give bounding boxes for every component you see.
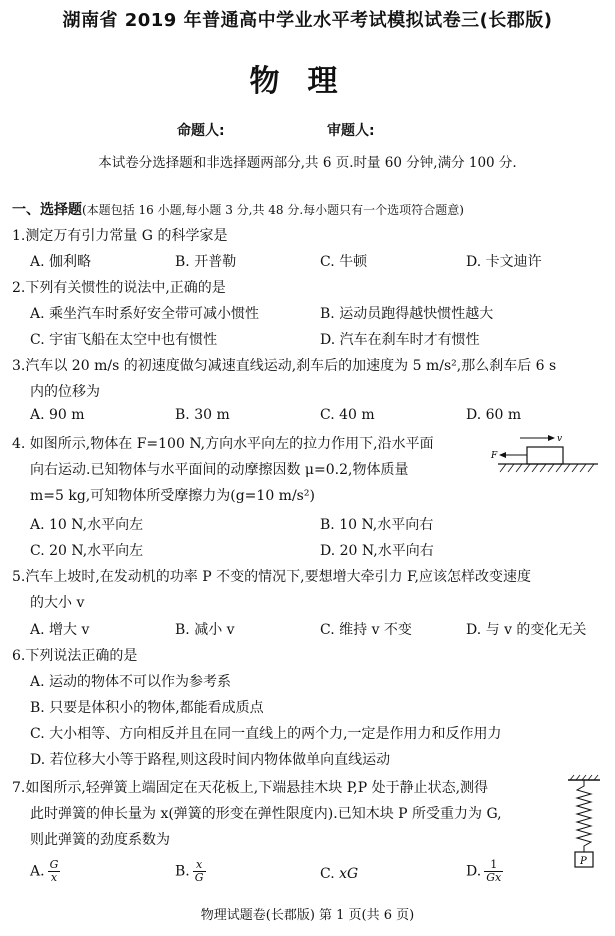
q3-option-a: A. 90 m (30, 407, 85, 423)
q7-option-a (30, 859, 60, 884)
q7-option-b (175, 859, 206, 884)
reviewer-label: 审题人: (327, 123, 375, 139)
section-label: 一、选择题 (12, 202, 82, 218)
exam-title: 湖南省 2019 年普通高中学业水平考试模拟试卷三(长郡版) (62, 10, 553, 31)
q5-option-c: C. 维持 v 不变 (320, 622, 412, 638)
question-2-stem: 2.下列有关惯性的说法中,正确的是 (12, 280, 226, 296)
q4-option-a: A. 10 N,水平向左 (30, 517, 144, 533)
question-4-stem-cont2: m=5 kg,可知物体所受摩擦力为(g=10 m/s²) (30, 488, 315, 504)
block-on-surface-figure (490, 430, 602, 482)
exam-intro: 本试卷分选择题和非选择题两部分,共 6 页.时量 60 分钟,满分 100 分. (98, 155, 517, 171)
question-3-stem: 3.汽车以 20 m/s 的初速度做匀减速直线运动,刹车后的加速度为 5 m/s²,那么刹车后 6 s (12, 358, 557, 374)
q7-option-a-fraction (48, 859, 61, 884)
q1-option-a: A. 伽利略 (30, 254, 92, 270)
q4-option-d: D. 20 N,水平向右 (320, 543, 434, 559)
q1-option-c: C. 牛顿 (320, 254, 368, 270)
q3-option-b: B. 30 m (175, 407, 230, 423)
spring-block-figure (566, 774, 602, 886)
section-heading (12, 199, 464, 219)
q7-option-b-den: G (194, 871, 204, 884)
question-3-stem-cont: 内的位移为 (30, 384, 100, 400)
block-p-label: P (580, 856, 587, 867)
question-5-stem: 5.汽车上坡时,在发动机的功率 P 不变的情况下,要想增大牵引力 F,应该怎样改变速度 (12, 569, 532, 585)
q6-option-c: C. 大小相等、方向相反并且在同一直线上的两个力,一定是作用力和反作用力 (30, 726, 502, 742)
velocity-arrowhead (548, 435, 555, 441)
q7-option-b-num: x (193, 859, 206, 872)
q7-option-c-text: xG (339, 866, 359, 882)
q7-option-a-num: G (49, 858, 59, 871)
q5-option-b: B. 减小 v (175, 622, 235, 638)
question-5-stem-cont: 的大小 v (30, 595, 85, 611)
q6-option-d: D. 若位移大小等于路程,则这段时间内物体做单向直线运动 (30, 752, 391, 768)
question-1-stem: 1.测定万有引力常量 G 的科学家是 (12, 228, 228, 244)
q7-option-a-den: x (50, 871, 58, 884)
setter-label: 命题人: (177, 123, 225, 139)
question-4-stem: 4. 如图所示,物体在 F=100 N,方向水平向左的拉力作用下,沿水平面 (12, 436, 434, 452)
q6-option-b: B. 只要是体积小的物体,都能看成质点 (30, 700, 264, 716)
block (527, 447, 563, 464)
q6-option-a: A. 运动的物体不可以作为参考系 (30, 674, 232, 690)
question-4-stem-cont: 向右运动.已知物体与水平面间的动摩擦因数 μ=0.2,物体质量 (30, 462, 409, 478)
q7-option-c-letter: C. (320, 866, 335, 882)
q7-option-d-letter: D. (466, 863, 482, 880)
q3-option-d: D. 60 m (466, 407, 522, 423)
force-label: F (491, 451, 498, 461)
q1-option-d: D. 卡文迪许 (466, 254, 542, 270)
q1-option-b: B. 开普勒 (175, 254, 237, 270)
q7-option-b-fraction (193, 859, 206, 884)
q3-option-c: C. 40 m (320, 407, 375, 423)
question-6-stem: 6.下列说法正确的是 (12, 648, 138, 664)
q5-option-d: D. 与 v 的变化无关 (466, 622, 587, 638)
question-7-stem-cont2: 则此弹簧的劲度系数为 (30, 832, 170, 848)
spring (577, 780, 591, 852)
question-7-stem: 7.如图所示,轻弹簧上端固定在天花板上,下端悬挂木块 P,P 处于静止状态,测得 (12, 780, 489, 796)
section-note: (本题包括 16 小题,每小题 3 分,共 48 分.每小题只有一个选项符合题意) (82, 203, 464, 217)
q2-option-b: B. 运动员跑得越快惯性越大 (320, 306, 494, 322)
q2-option-c: C. 宇宙飞船在太空中也有惯性 (30, 332, 218, 348)
velocity-label: v (557, 434, 563, 444)
q4-option-b: B. 10 N,水平向右 (320, 517, 434, 533)
force-arrowhead (499, 452, 506, 458)
page-footer: 物理试题卷(长郡版) 第 1 页(共 6 页) (200, 908, 415, 923)
ground-hatching (500, 464, 594, 472)
q2-option-d: D. 汽车在刹车时才有惯性 (320, 332, 480, 348)
q7-option-d (466, 859, 503, 884)
q7-option-d-num: 1 (484, 859, 503, 872)
q7-option-a-letter: A. (30, 863, 45, 880)
q4-option-c: C. 20 N,水平向左 (30, 543, 144, 559)
q7-option-d-den: Gx (486, 871, 502, 884)
q7-option-d-fraction (484, 859, 503, 884)
q5-option-a: A. 增大 v (30, 622, 90, 638)
q2-option-a: A. 乘坐汽车时系好安全带可减小惯性 (30, 306, 260, 322)
q7-option-b-letter: B. (175, 863, 190, 880)
subject-title: 物理 (249, 64, 366, 99)
q7-option-c (320, 866, 358, 882)
question-7-stem-cont: 此时弹簧的伸长量为 x(弹簧的形变在弹性限度内).已知木块 P 所受重力为 G, (30, 806, 502, 822)
